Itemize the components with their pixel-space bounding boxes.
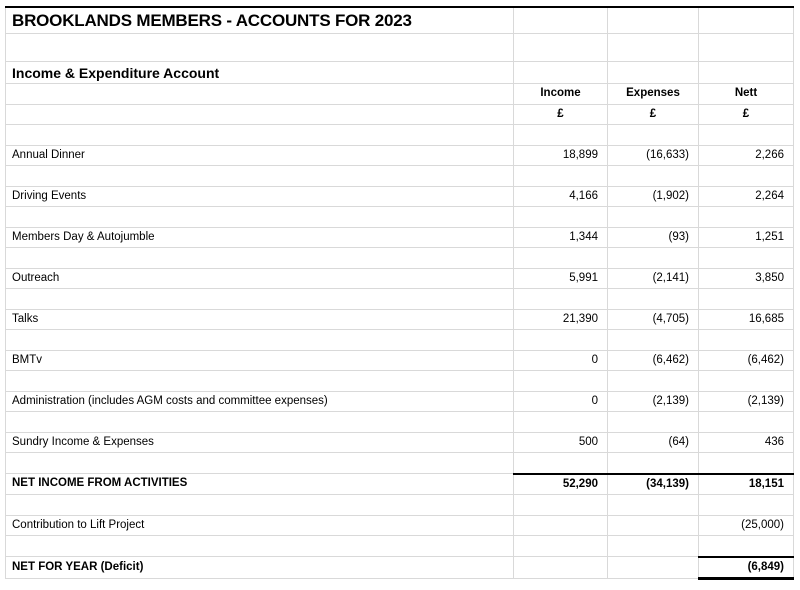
empty-cell bbox=[514, 166, 608, 187]
empty-cell bbox=[699, 536, 794, 557]
blank-row bbox=[6, 536, 794, 557]
column-header-expenses: Expenses bbox=[608, 84, 699, 105]
table-row bbox=[6, 145, 794, 166]
contribution-row bbox=[6, 515, 794, 536]
empty-cell bbox=[6, 207, 514, 228]
empty-cell bbox=[6, 371, 514, 392]
item-nett-value: 1,251 bbox=[699, 227, 794, 248]
empty-cell bbox=[514, 125, 608, 146]
empty-cell bbox=[608, 536, 699, 557]
item-nett-value: 16,685 bbox=[699, 309, 794, 330]
item-income-value: 500 bbox=[514, 432, 608, 453]
empty-cell bbox=[6, 125, 514, 146]
empty-cell bbox=[514, 536, 608, 557]
spreadsheet bbox=[5, 6, 794, 580]
empty-cell bbox=[514, 557, 608, 579]
empty-cell bbox=[514, 34, 608, 62]
empty-cell bbox=[608, 7, 699, 34]
empty-cell bbox=[6, 495, 514, 516]
item-expenses-value: (93) bbox=[608, 227, 699, 248]
contribution-nett-value: (25,000) bbox=[699, 515, 794, 536]
empty-cell bbox=[699, 248, 794, 269]
table-row bbox=[6, 268, 794, 289]
net-for-year-row bbox=[6, 557, 794, 579]
empty-cell bbox=[699, 207, 794, 228]
item-income-value: 18,899 bbox=[514, 145, 608, 166]
net-for-year-value: (6,849) bbox=[699, 557, 794, 579]
empty-cell bbox=[514, 453, 608, 474]
empty-cell bbox=[514, 207, 608, 228]
item-label: Driving Events bbox=[6, 186, 514, 207]
item-expenses-value: (16,633) bbox=[608, 145, 699, 166]
empty-cell bbox=[608, 34, 699, 62]
item-income-value: 0 bbox=[514, 350, 608, 371]
column-header-income: Income bbox=[514, 84, 608, 105]
blank-row bbox=[6, 34, 794, 62]
empty-cell bbox=[699, 289, 794, 310]
currency-symbol-expenses: £ bbox=[608, 104, 699, 125]
section-title: Income & Expenditure Account bbox=[6, 62, 514, 84]
empty-cell bbox=[608, 207, 699, 228]
item-nett-value: 436 bbox=[699, 432, 794, 453]
title-row bbox=[6, 7, 794, 34]
column-header-row bbox=[6, 84, 794, 105]
empty-cell bbox=[514, 515, 608, 536]
blank-row bbox=[6, 125, 794, 146]
item-expenses-value: (2,139) bbox=[608, 391, 699, 412]
empty-cell bbox=[699, 495, 794, 516]
item-expenses-value: (64) bbox=[608, 432, 699, 453]
empty-cell bbox=[699, 412, 794, 433]
table-row bbox=[6, 391, 794, 412]
blank-row bbox=[6, 412, 794, 433]
empty-cell bbox=[608, 515, 699, 536]
table-row bbox=[6, 227, 794, 248]
item-nett-value: (6,462) bbox=[699, 350, 794, 371]
table-row bbox=[6, 186, 794, 207]
item-income-value: 4,166 bbox=[514, 186, 608, 207]
item-label: Annual Dinner bbox=[6, 145, 514, 166]
item-expenses-value: (1,902) bbox=[608, 186, 699, 207]
empty-cell bbox=[6, 536, 514, 557]
item-label: Administration (includes AGM costs and committee expenses) bbox=[6, 391, 514, 412]
item-expenses-value: (2,141) bbox=[608, 268, 699, 289]
blank-row bbox=[6, 453, 794, 474]
item-label: Sundry Income & Expenses bbox=[6, 432, 514, 453]
empty-cell bbox=[608, 453, 699, 474]
empty-cell bbox=[699, 453, 794, 474]
currency-symbol-nett: £ bbox=[699, 104, 794, 125]
empty-cell bbox=[608, 495, 699, 516]
empty-cell bbox=[514, 330, 608, 351]
currency-symbol-income: £ bbox=[514, 104, 608, 125]
item-label: BMTv bbox=[6, 350, 514, 371]
blank-row bbox=[6, 248, 794, 269]
empty-cell bbox=[514, 62, 608, 84]
empty-cell bbox=[608, 166, 699, 187]
empty-cell bbox=[514, 412, 608, 433]
empty-cell bbox=[514, 371, 608, 392]
empty-cell bbox=[6, 166, 514, 187]
empty-cell bbox=[6, 289, 514, 310]
table-row bbox=[6, 432, 794, 453]
empty-cell bbox=[6, 34, 514, 62]
blank-row bbox=[6, 166, 794, 187]
empty-cell bbox=[699, 330, 794, 351]
item-label: Talks bbox=[6, 309, 514, 330]
empty-cell bbox=[699, 7, 794, 34]
empty-cell bbox=[608, 330, 699, 351]
item-nett-value: 2,266 bbox=[699, 145, 794, 166]
empty-cell bbox=[608, 125, 699, 146]
item-label: Members Day & Autojumble bbox=[6, 227, 514, 248]
empty-cell bbox=[6, 84, 514, 105]
empty-cell bbox=[6, 248, 514, 269]
empty-cell bbox=[699, 125, 794, 146]
empty-cell bbox=[608, 248, 699, 269]
blank-row bbox=[6, 371, 794, 392]
item-nett-value: 2,264 bbox=[699, 186, 794, 207]
net-income-row bbox=[6, 474, 794, 495]
total-label: NET INCOME FROM ACTIVITIES bbox=[6, 474, 514, 495]
empty-cell bbox=[699, 34, 794, 62]
empty-cell bbox=[608, 371, 699, 392]
blank-row bbox=[6, 289, 794, 310]
sheet-title: BROOKLANDS MEMBERS - ACCOUNTS FOR 2023 bbox=[6, 7, 514, 34]
empty-cell bbox=[514, 495, 608, 516]
table-row bbox=[6, 309, 794, 330]
item-label: Contribution to Lift Project bbox=[6, 515, 514, 536]
empty-cell bbox=[608, 412, 699, 433]
total-expenses-value: (34,139) bbox=[608, 474, 699, 495]
accounts-table bbox=[5, 6, 794, 580]
empty-cell bbox=[6, 330, 514, 351]
empty-cell bbox=[514, 7, 608, 34]
item-expenses-value: (4,705) bbox=[608, 309, 699, 330]
empty-cell bbox=[699, 371, 794, 392]
net-for-year-label: NET FOR YEAR (Deficit) bbox=[6, 557, 514, 579]
empty-cell bbox=[6, 104, 514, 125]
empty-cell bbox=[699, 166, 794, 187]
item-income-value: 0 bbox=[514, 391, 608, 412]
empty-cell bbox=[6, 412, 514, 433]
currency-row bbox=[6, 104, 794, 125]
total-income-value: 52,290 bbox=[514, 474, 608, 495]
empty-cell bbox=[514, 289, 608, 310]
item-nett-value: (2,139) bbox=[699, 391, 794, 412]
empty-cell bbox=[608, 289, 699, 310]
blank-row bbox=[6, 495, 794, 516]
section-title-row bbox=[6, 62, 794, 84]
empty-cell bbox=[699, 62, 794, 84]
empty-cell bbox=[6, 453, 514, 474]
item-expenses-value: (6,462) bbox=[608, 350, 699, 371]
empty-cell bbox=[514, 248, 608, 269]
blank-row bbox=[6, 330, 794, 351]
item-label: Outreach bbox=[6, 268, 514, 289]
blank-row bbox=[6, 207, 794, 228]
empty-cell bbox=[608, 557, 699, 579]
item-income-value: 1,344 bbox=[514, 227, 608, 248]
item-nett-value: 3,850 bbox=[699, 268, 794, 289]
empty-cell bbox=[608, 62, 699, 84]
total-nett-value: 18,151 bbox=[699, 474, 794, 495]
column-header-nett: Nett bbox=[699, 84, 794, 105]
item-income-value: 21,390 bbox=[514, 309, 608, 330]
item-income-value: 5,991 bbox=[514, 268, 608, 289]
table-row bbox=[6, 350, 794, 371]
